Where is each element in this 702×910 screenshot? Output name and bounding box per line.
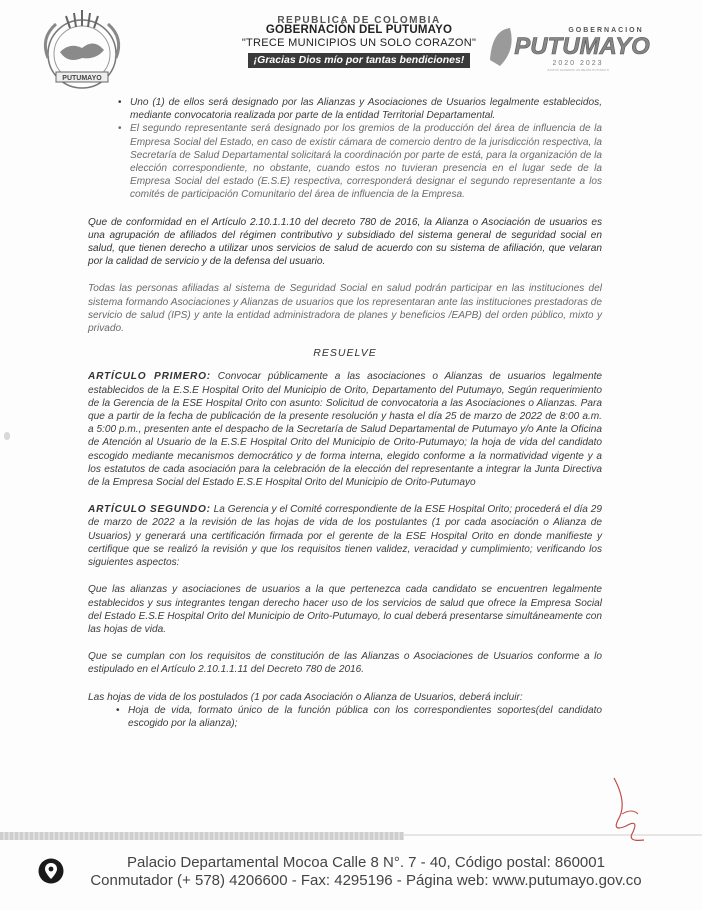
scan-artifact	[404, 834, 702, 836]
paragraph-requisitos: Que se cumplan con los requisitos de constitución de las Alianzas o Asociaciones de Usuarios conforme a lo estipulado en el Artículo 2.10.1.1.11 del Decreto 780 de 2016.	[88, 651, 602, 676]
article-second-label: ARTÍCULO SEGUNDO:	[88, 504, 211, 516]
signature-icon	[604, 774, 652, 844]
country-name: REPUBLICA DE COLOMBIA	[277, 15, 441, 23]
article-second: ARTÍCULO SEGUNDO: La Gerencia y el Comité correspondiente de la ESE Hospital Orito; procederá el día 29 de marzo de 2022 a la revisión de las hojas de vida de los postulantes (1 por cada asociación o Alianza de Usuarios) y generará una certificación firmada por el gerente de la ESE Hospital Orito en donde manifieste y certifique que se realizó la revisión y que los requisitos tienen validez, veracidad y cumplimiento; verificando los siguientes aspectos:	[88, 504, 602, 569]
letterhead	[236, 14, 482, 68]
motto-banner: ¡Gracias Dios mío por tantas bendiciones!	[248, 53, 471, 68]
bullet-icon: •	[118, 97, 122, 108]
paragraph-todas: Todas las personas afiliadas al sistema de Seguridad Social en salud podrán participar en las instituciones del sistema formando Asociaciones y Alianzas de usuarios que los representaran ante las instituciones prestadoras de servicio de salud (IPS) y ante la entidad administradora de planes y beneficios /EAPB) del orden público, mixto y privado.	[88, 283, 602, 335]
article-first-label: ARTÍCULO PRIMERO:	[88, 371, 211, 383]
bullet-icon: •	[116, 704, 120, 716]
footer-address: Palacio Departamental Mocoa Calle 8 N°. 7 - 40, Código postal: 860001	[127, 854, 605, 871]
putumayo-logo	[486, 20, 658, 72]
logo-years: 2020 2023	[552, 60, 604, 67]
logo-brand: PUTUMAYO	[514, 33, 650, 60]
list-item: • Hoja de vida, formato único de la función pública con los correspondientes soportes(del candidato escogido por la alianza);	[116, 704, 602, 729]
page-footer	[86, 854, 646, 890]
motto: "TRECE MUNICIPIOS UN SOLO CORAZON"	[241, 37, 477, 49]
location-pin-icon	[38, 858, 64, 884]
scan-mark	[4, 432, 10, 440]
scan-artifact	[0, 832, 404, 840]
bullet-icon: •	[118, 123, 122, 135]
department-seal-icon	[36, 8, 128, 96]
representatives-list	[88, 96, 602, 202]
paragraph-conformidad: Que de conformidad en el Artículo 2.10.1.1.10 del decreto 780 de 2016, la Alianza o Asociación de usuarios es una agrupación de afiliados del régimen contributivo y subsidiado del sistema general de seguridad social en salud, que tienen derecho a utilizar unos servicios de salud de acuerdo con su sistema de afiliación, que velaran por la calidad de servicio y de la defensa del usuario.	[88, 216, 602, 268]
list-item: • Uno (1) de ellos será designado por las Alianzas y Asociaciones de Usuarios legalmente establecidos, mediante convocatoria realizada por parte de la entidad Territorial Departamental.	[118, 97, 602, 122]
paragraph-hojas: Las hojas de vida de los postulados (1 por cada Asociación o Alianza de Usuarios, deberá incluir:	[88, 691, 523, 703]
document-body	[88, 96, 602, 730]
government-name: GOBERNACIÓN DEL PUTUMAYO	[265, 24, 453, 36]
article-first: ARTÍCULO PRIMERO: Convocar públicamente a las asociaciones o Alianzas de usuarios legalmente establecidos de la E.S.E Hospital Orito del Municipio de Orito, Departamento del Putumayo, Según requerimiento de la Gerencia de la ESE Hospital Orito con asunto: Solicitud de convocatoria a las Asociaciones o Alianzas. Para que a partir de la fecha de publicación de la presente resolución y hasta el día 25 de marzo de 2022 de 8:00 a.m. a 5:00 p.m., presenten ante el despacho de la Secretaría de Salud Departamental de Putumayo y/o Ante la Oficina de Atención al Usuario de la E.S.E Hospital Orito del Municipio de Orito-Putumayo; la hoja de vida del candidato escogido mediante mecanismos democrático y de forma interna, elegido conforme a la normatividad vigente y a los estatutos de cada asociación para la celebración de la elección del representante a integrar la Junta Directiva de la Empresa Social del Estado E.S.E Hospital Orito del Municipio de Orito-Putumayo	[88, 371, 602, 489]
logo-top-text: GOBERNACION	[568, 27, 644, 34]
seal-label: PUTUMAYO	[62, 75, 102, 82]
logo-tagline: JUNTOS HACEMOS UN MEJOR PUTUMAYO	[546, 68, 610, 72]
list-item: • El segundo representante será designado por los gremios de la producción del área de influencia de la Empresa Social del Estado, en caso de existir cámara de comercio dentro de la jurisdicción respectiva, la Secretaría de Salud Departamental solicitará la coordinación por parte de está, para la organización de la elección correspondiente, no obstante, cuando estos no tuvieran presencia en el lugar sede de la Empresa Social del estado (E.S.E) respectiva, corresponderá designar el segundo representante a los comités de participación Comunitario del área de influencia de la Empresa.	[118, 123, 602, 201]
paragraph-alianzas: Que las alianzas y asociaciones de usuarios a la que pertenezca cada candidato se encuentren legalmente establecidos y sus integrantes tengan derecho hacer uso de los servicios de salud que ofrece la Empresa Social del Estado E.S.E Hospital Orito del Municipio de Orito-Putumayo, lo cual deberá presentarse simultáneamente con las hojas de vida.	[88, 584, 602, 635]
resuelve-heading: RESUELVE	[313, 347, 377, 360]
footer-contact: Conmutador (+ 578) 4206600 - Fax: 4295196 - Página web: www.putumayo.gov.co	[90, 872, 642, 889]
